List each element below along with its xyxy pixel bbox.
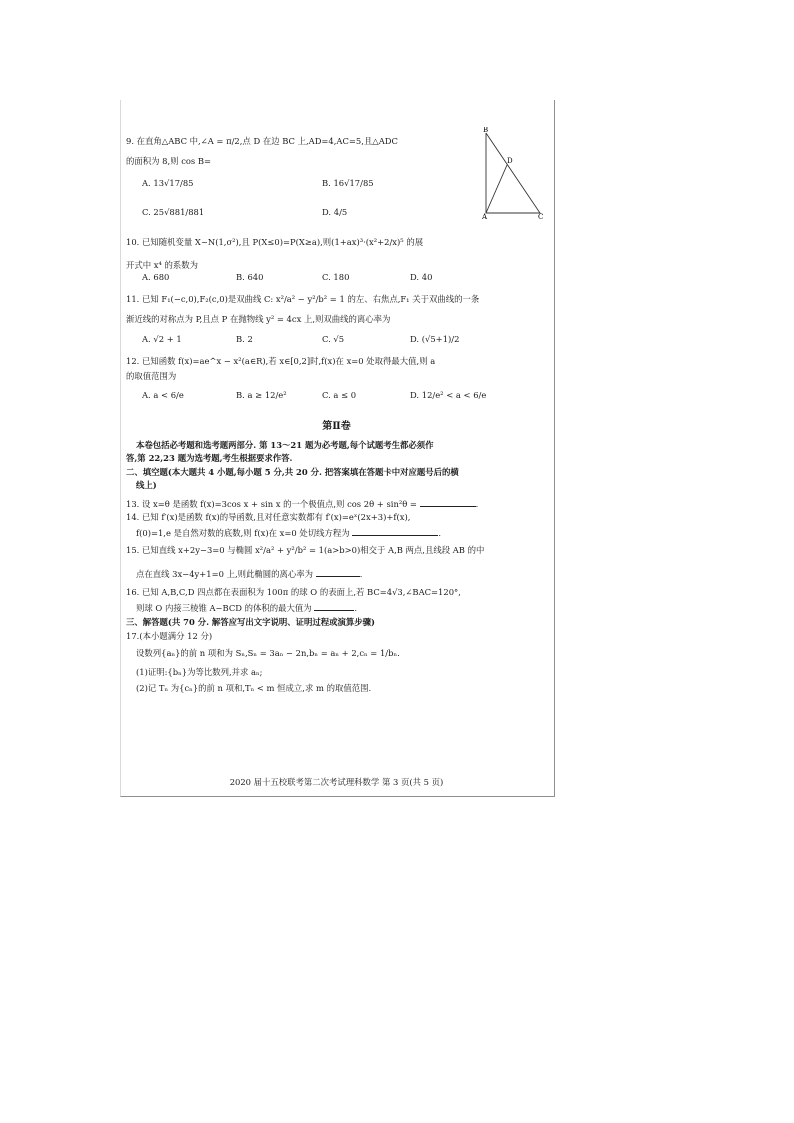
q16-stem-cont: 则球 O 内接三棱锥 A−BCD 的体积的最大值为 . xyxy=(136,603,357,613)
q12-stem: 12. 已知函数 f(x)=ae^x − x²(a∈R),若 x∈[0,2]时,f(x)在 x=0 处取得最大值,则 a xyxy=(126,356,436,366)
label-c: C xyxy=(538,213,544,219)
q9-option-a: A. 13√17/85 xyxy=(142,178,194,188)
q11-option-d: D. (√5+1)/2 xyxy=(410,334,460,344)
q12-option-a: A. a < 6/e xyxy=(142,390,184,400)
section-title: 第Ⅱ卷 xyxy=(322,421,351,432)
q10-option-d: D. 40 xyxy=(410,272,433,282)
q14-stem: 14. 已知 f′(x)是函数 f(x)的导函数,且对任意实数都有 f′(x)=eˣ(2x+3)+f(x), xyxy=(126,512,411,522)
triangle-figure xyxy=(480,127,546,219)
q15-stem-cont: 点在直线 3x−4y+1=0 上,则此椭圆的离心率为 . xyxy=(136,569,363,579)
q10-option-a: A. 680 xyxy=(142,272,170,282)
fill-in-heading: 二、填空题(本大题共 4 小题,每小题 5 分,共 20 分. 把答案填在答题卡中对应题号后的横 xyxy=(126,467,459,477)
q16-stem: 16. 已知 A,B,C,D 四点都在表面积为 100π 的球 O 的表面上,若 BC=4√3,∠BAC=120°, xyxy=(126,587,461,597)
q11-option-c: C. √5 xyxy=(322,334,345,344)
q15-answer-blank xyxy=(316,567,360,577)
q17-part-1: (1)证明:{bₙ}为等比数列,并求 aₙ; xyxy=(136,667,263,677)
q10-stem: 10. 已知随机变量 X~N(1,σ²),且 P(X≤0)=P(X≥a),则(1+ax)³·(x²+2/x)⁵ 的展 xyxy=(126,237,424,247)
label-b: B xyxy=(483,127,489,134)
q17-heading: 17.(本小题满分 12 分) xyxy=(126,631,213,641)
q13-answer-blank xyxy=(420,497,476,507)
q15-stem: 15. 已知直线 x+2y−3=0 与椭圆 x²/a² + y²/b² = 1(a>b>0)相交于 A,B 两点,且线段 AB 的中 xyxy=(126,545,485,555)
answer-heading: 三、解答题(共 70 分. 解答应写出文字说明、证明过程或演算步骤) xyxy=(126,617,375,627)
q12-option-c: C. a ≤ 0 xyxy=(322,390,357,400)
q11-option-a: A. √2 + 1 xyxy=(142,334,182,344)
q10-option-b: B. 640 xyxy=(236,272,264,282)
section-intro: 本卷包括必考题和选考题两部分. 第 13～21 题为必考题,每个试题考生都必须作 xyxy=(136,440,434,450)
q13-stem: 13. 设 x=θ 是函数 f(x)=3cos x + sin x 的一个极值点,则 cos 2θ + sin²θ = . xyxy=(126,499,479,509)
q17-part-2: (2)记 Tₙ 为{cₙ}的前 n 项和,Tₙ < m 恒成立,求 m 的取值范围. xyxy=(136,683,372,693)
q10-stem-cont: 开式中 x⁴ 的系数为 xyxy=(126,260,199,270)
q12-option-d: D. 12/e² < a < 6/e xyxy=(410,390,487,400)
q14-answer-blank xyxy=(352,526,438,536)
q9-stem: 9. 在直角△ABC 中,∠A = π/2,点 D 在边 BC 上,AD=4,AC=5,且△ADC xyxy=(126,136,398,146)
section-intro-cont: 答,第 22,23 题为选考题,考生根据要求作答. xyxy=(126,453,293,463)
q12-option-b: B. a ≥ 12/e² xyxy=(236,390,287,400)
fill-in-heading-cont: 线上) xyxy=(136,480,157,490)
q16-answer-blank xyxy=(314,601,354,611)
q17-stem: 设数列{aₙ}的前 n 项和为 Sₙ,Sₙ = 3aₙ − 2n,bₙ = aₙ + 2,cₙ = 1/bₙ. xyxy=(136,648,400,658)
q9-stem-cont: 的面积为 8,则 cos B= xyxy=(126,156,212,166)
label-a: A xyxy=(482,213,488,219)
q9-option-d: D. 4/5 xyxy=(322,207,348,217)
q11-stem: 11. 已知 F₁(−c,0),F₂(c,0)是双曲线 C: x²/a² − y²/b² = 1 的左、右焦点,F₁ 关于双曲线的一条 xyxy=(126,294,480,304)
q12-stem-cont: 的取值范围为 xyxy=(126,371,177,381)
q9-option-b: B. 16√17/85 xyxy=(322,178,374,188)
q11-stem-cont: 渐近线的对称点为 P,且点 P 在抛物线 y² = 4cx 上,则双曲线的离心率为 xyxy=(126,314,391,324)
label-d: D xyxy=(507,157,513,165)
q11-option-b: B. 2 xyxy=(236,334,253,344)
q9-option-c: C. 25√881/881 xyxy=(142,207,205,217)
q10-option-c: C. 180 xyxy=(322,272,350,282)
page-footer: 2020 届十五校联考第二次考试理科数学 第 3 页(共 5 页) xyxy=(229,777,444,787)
q14-stem-cont: f(0)=1,e 是自然对数的底数,则 f(x)在 x=0 处切线方程为 . xyxy=(136,528,442,538)
